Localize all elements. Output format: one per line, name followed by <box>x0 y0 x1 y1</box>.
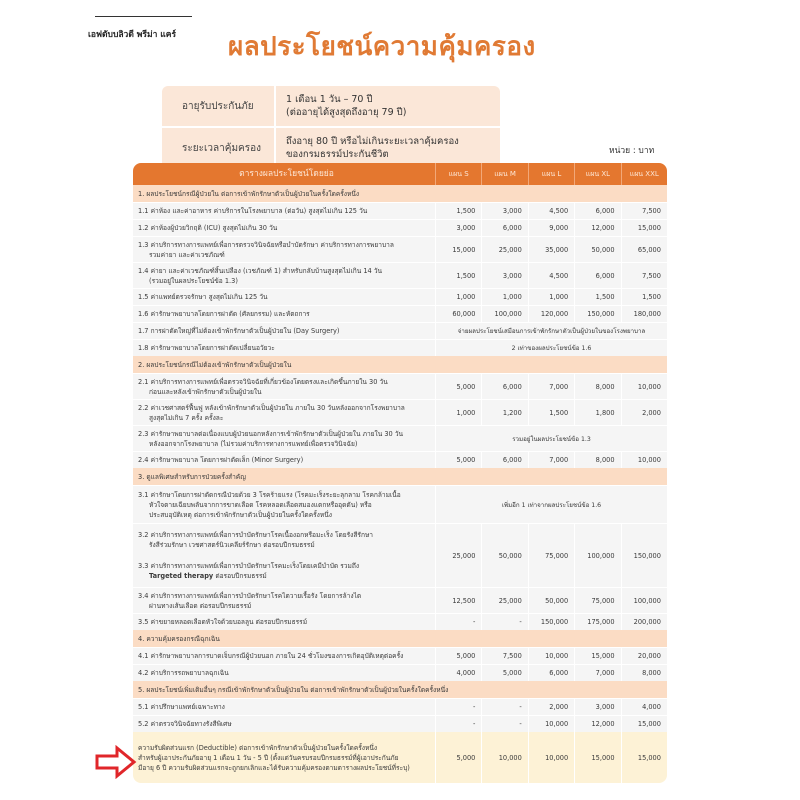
section-title: 3. ดูแลพิเศษสำหรับการป่วยครั้งสำคัญ <box>138 472 246 481</box>
info-value-line: (ต่ออายุได้สูงสุดถึงอายุ 79 ปี) <box>286 107 407 118</box>
section-title: 1. ผลประโยชน์กรณีผู้ป่วยใน ต่อการเข้าพักรักษาตัวเป็นผู้ป่วยในครั้งใดครั้งหนึ่ง <box>138 189 360 198</box>
row-label: 1.5 ค่าแพทย์ตรวจรักษา สูงสุดไม่เกิน 125 วัน <box>138 293 268 301</box>
cell: 6,000 <box>481 452 527 468</box>
row-label-line: 3.1 ค่ารักษาโดยการผ่าตัดกรณีป่วยด้วย 3 โรคร้ายแรง (โรคมะเร็งระยะลุกลาม โรคกล้ามเนื้อ <box>138 490 401 499</box>
cell: 3,000 <box>435 220 481 236</box>
section-row <box>133 185 667 202</box>
unit-label: หน่วย : บาท <box>609 146 655 156</box>
span-cell: 2 เท่าของผลประโยชน์ข้อ 1.6 <box>435 340 667 356</box>
cell: 1,000 <box>528 289 574 305</box>
cell: 1,000 <box>435 289 481 305</box>
cell: 10,000 <box>528 716 574 732</box>
row-label <box>133 374 435 399</box>
info-box <box>162 86 500 168</box>
cell: 4,000 <box>435 665 481 681</box>
cell: 1,500 <box>435 263 481 288</box>
cell: 5,000 <box>435 648 481 664</box>
row-label: 1.8 ค่ารักษาพยาบาลโดยการผ่าตัดเปลี่ยนอวัยวะ <box>138 344 275 352</box>
row-label-line: มีอายุ 6 ปี ความรับผิดส่วนแรกจะถูกยกเลิกและได้รับความคุ้มครองตามตารางผลประโยชน์ที่ระบุ) <box>138 763 410 772</box>
cell: 50,000 <box>574 237 620 262</box>
row-label: 1.2 ค่าห้องผู้ป่วยวิกฤติ (ICU) สูงสุดไม่เกิน 30 วัน <box>138 224 278 232</box>
cell: 12,000 <box>574 220 620 236</box>
cell: 1,000 <box>481 289 527 305</box>
cell: - <box>435 614 481 630</box>
cell: 3,000 <box>481 263 527 288</box>
row-label-3-2 <box>138 530 373 550</box>
row-label-line: 2.1 ค่าบริการทางการแพทย์เพื่อตรวจวินิจฉัยที่เกี่ยวข้องโดยตรงและเกิดขึ้นภายใน 30 วัน <box>138 377 388 386</box>
cell: 7,500 <box>621 203 667 219</box>
section-row <box>133 356 667 373</box>
cell: 6,000 <box>481 220 527 236</box>
cell: 12,500 <box>435 588 481 613</box>
row-label <box>133 263 435 288</box>
info-value-line: ถึงอายุ 80 ปี หรือไม่เกินระยะเวลาคุ้มครอง <box>286 136 459 147</box>
table-row <box>133 587 667 613</box>
table-row <box>133 715 667 732</box>
cell: 4,500 <box>528 203 574 219</box>
cell: 5,000 <box>435 374 481 399</box>
table-row <box>133 451 667 468</box>
row-label-line <box>138 571 359 581</box>
table-row <box>133 322 667 339</box>
row-label <box>133 237 435 262</box>
cell: 100,000 <box>481 306 527 322</box>
cell: 1,500 <box>621 289 667 305</box>
row-label-line: หลังออกจากโรงพยาบาล (ไม่รวมค่าบริการทางการแพทย์เพื่อตรวจวินิจฉัย) <box>149 439 358 448</box>
cell: 20,000 <box>621 648 667 664</box>
table-row <box>133 219 667 236</box>
cell: 5,000 <box>435 452 481 468</box>
cell: 25,000 <box>435 524 481 587</box>
cell: - <box>481 699 527 715</box>
row-label <box>133 524 435 587</box>
cell: - <box>481 614 527 630</box>
table-row <box>133 485 667 523</box>
cell: 150,000 <box>574 306 620 322</box>
row-label-line: 1.3 ค่าบริการทางการแพทย์เพื่อการตรวจวินิจฉัยหรือบำบัดรักษา ค่าบริการทางการพยาบาล <box>138 240 394 249</box>
page-title: ผลประโยชน์ความคุ้มครอง <box>228 32 536 62</box>
table-row <box>133 425 667 451</box>
cell: 3,000 <box>481 203 527 219</box>
cell: 35,000 <box>528 237 574 262</box>
cell: 7,000 <box>574 665 620 681</box>
row-label-line: (รวมอยู่ในผลประโยชน์ข้อ 1.3) <box>149 276 238 285</box>
section-row <box>133 681 667 698</box>
cell: 2,000 <box>528 699 574 715</box>
cell: 1,500 <box>574 289 620 305</box>
section-title: 5. ผลประโยชน์เพิ่มเติมอื่นๆ กรณีเข้าพักรักษาตัวเป็นผู้ป่วยใน ต่อการเข้าพักรักษาตัวเป็นผู้ป่วยในครั้งใดครั้งหนึ่ง <box>138 685 449 694</box>
row-label: 5.1 ค่าปรึกษาแพทย์เฉพาะทาง <box>138 703 225 711</box>
cell: 4,000 <box>621 699 667 715</box>
row-label <box>133 486 435 523</box>
cell: 7,500 <box>481 648 527 664</box>
cell: 10,000 <box>528 732 574 783</box>
cell: 50,000 <box>528 588 574 613</box>
row-label-line: สำหรับผู้เอาประกันภัยอายุ 1 เดือน 1 วัน - 5 ปี (ตั้งแต่วันครบรอบปีกรมธรรม์ที่ผู้เอาประกันภัย <box>138 753 399 762</box>
benefits-table <box>133 163 667 783</box>
row-label-line: 3.3 ค่าบริการทางการแพทย์เพื่อการบำบัดรักษาโรคมะเร็งโดยเคมีบำบัด รวมถึง <box>138 562 360 571</box>
cell: 8,000 <box>621 665 667 681</box>
span-cell: จ่ายผลประโยชน์เสมือนการเข้าพักรักษาตัวเป็นผู้ป่วยในของโรงพยาบาล <box>435 323 667 339</box>
info-row-age <box>162 86 500 126</box>
cell: 60,000 <box>435 306 481 322</box>
brand-divider <box>95 16 192 17</box>
row-label: 1.7 การผ่าตัดใหญ่ที่ไม่ต้องเข้าพักรักษาตัวเป็นผู้ป่วยใน (Day Surgery) <box>138 327 340 335</box>
table-row <box>133 339 667 356</box>
cell: 6,000 <box>528 665 574 681</box>
section-title: 4. ความคุ้มครองกรณีฉุกเฉิน <box>138 634 220 643</box>
table-row <box>133 613 667 630</box>
cell: 6,000 <box>574 203 620 219</box>
cell: 15,000 <box>435 237 481 262</box>
bold-term: Targeted therapy <box>149 572 214 581</box>
table-row <box>133 202 667 219</box>
info-label: ระยะเวลาคุ้มครอง <box>162 128 276 168</box>
cell: 12,000 <box>574 716 620 732</box>
header-cell: ตารางผลประโยชน์โดยย่อ <box>239 169 334 179</box>
header-cell-plan-xl: แผน XL <box>574 163 620 185</box>
section-title: 2. ผลประโยชน์กรณีไม่ต้องเข้าพักรักษาตัวเป็นผู้ป่วยใน <box>138 360 292 369</box>
cell: 8,000 <box>574 452 620 468</box>
cell: 4,500 <box>528 263 574 288</box>
cell: 5,000 <box>481 665 527 681</box>
info-label: อายุรับประกันภัย <box>162 86 276 126</box>
row-label <box>133 426 435 451</box>
header-cell-plan-xxl: แผน XXL <box>621 163 667 185</box>
cell: - <box>435 699 481 715</box>
row-label-line: ก่อนและหลังเข้าพักรักษาตัวเป็นผู้ป่วยใน <box>149 387 262 396</box>
cell: 175,000 <box>574 614 620 630</box>
cell: 75,000 <box>528 524 574 587</box>
info-row-period <box>162 126 500 168</box>
cell: 120,000 <box>528 306 574 322</box>
cell: 25,000 <box>481 588 527 613</box>
row-label: 5.2 ค่าตรวจวินิจฉัยทางรังสีพิเศษ <box>138 720 232 728</box>
header-cell-plan-s: แผน S <box>435 163 481 185</box>
table-row <box>133 523 667 587</box>
cell: 9,000 <box>528 220 574 236</box>
table-row <box>133 236 667 262</box>
cell: 100,000 <box>621 588 667 613</box>
section-row <box>133 630 667 647</box>
cell: 1,000 <box>435 400 481 425</box>
row-label-line: 3.2 ค่าบริการทางการแพทย์เพื่อการบำบัดรักษาโรคเนื้องอกหรือมะเร็ง โดยรังสีรักษา <box>138 530 373 539</box>
row-label-line: 2.2 ค่าเวชศาสตร์ฟื้นฟู หลังเข้าพักรักษาตัวเป็นผู้ป่วยใน ภายใน 30 วันหลังออกจากโรงพยาบาล <box>138 403 405 412</box>
table-row <box>133 399 667 425</box>
section-row <box>133 468 667 485</box>
cell: 7,500 <box>621 263 667 288</box>
row-label: 3.5 ค่าขยายหลอดเลือดหัวใจด้วยบอลลูน ต่อรอบปีกรมธรรม์ <box>138 618 308 626</box>
row-label-line: ผ่านทางเส้นเลือด ต่อรอบปีกรมธรรม์ <box>149 601 252 610</box>
row-label-line: หัวใจตายเฉียบพลันจากการขาดเลือด โรคหลอดเลือดสมองแตกหรืออุดตัน) หรือ <box>149 500 372 509</box>
info-value-line: ของกรมธรรม์ประกันชีวิต <box>286 149 389 160</box>
cell: 25,000 <box>481 237 527 262</box>
info-value <box>276 135 459 161</box>
row-label: 4.1 ค่ารักษาพยาบาลการบาดเจ็บกรณีผู้ป่วยนอก ภายใน 24 ชั่วโมงของการเกิดอุบัติเหตุต่อครั้ง <box>138 652 404 660</box>
cell: - <box>435 716 481 732</box>
cell: 1,200 <box>481 400 527 425</box>
row-label: 1.6 ค่ารักษาพยาบาลโดยการผ่าตัด (ศัลยกรรม) และหัตถการ <box>138 310 310 318</box>
cell: 10,000 <box>621 452 667 468</box>
cell: 10,000 <box>528 648 574 664</box>
right-arrow-icon <box>95 745 137 779</box>
cell: 8,000 <box>574 374 620 399</box>
table-row <box>133 664 667 681</box>
row-label: 1.1 ค่าห้อง และค่าอาหาร ค่าบริการในโรงพยาบาล (ต่อวัน) สูงสุดไม่เกิน 125 วัน <box>138 207 368 215</box>
table-row <box>133 288 667 305</box>
row-label-line: 2.3 ค่ารักษาพยาบาลต่อเนื่องแบบผู้ป่วยนอกหลังการเข้าพักรักษาตัวเป็นผู้ป่วยใน ภายใน 30 วัน <box>138 429 404 438</box>
table-row <box>133 262 667 288</box>
cell: 2,000 <box>621 400 667 425</box>
row-label-line: ประสบอุบัติเหตุ ต่อการเข้าพักรักษาตัวเป็นผู้ป่วยในครั้งใดครั้งหนึ่ง <box>149 510 332 519</box>
span-cell: เพิ่มอีก 1 เท่าจากผลประโยชน์ข้อ 1.6 <box>435 486 667 523</box>
cell: 6,000 <box>574 263 620 288</box>
cell: 10,000 <box>481 732 527 783</box>
cell: - <box>481 716 527 732</box>
table-row <box>133 305 667 322</box>
cell: 65,000 <box>621 237 667 262</box>
row-label-3-3 <box>138 561 359 581</box>
row-label-rest: ต่อรอบปีกรมธรรม์ <box>213 572 267 581</box>
cell: 1,500 <box>528 400 574 425</box>
table-row <box>133 647 667 664</box>
cell: 6,000 <box>481 374 527 399</box>
row-label: 2.4 ค่ารักษาพยาบาล โดยการผ่าตัดเล็ก (Minor Surgery) <box>138 456 304 464</box>
row-label-line: รวมค่ายา และค่าเวชภัณฑ์ <box>149 250 225 259</box>
table-row <box>133 373 667 399</box>
cell: 75,000 <box>574 588 620 613</box>
header-cell-plan-l: แผน L <box>528 163 574 185</box>
brand-name: เอฟดับบลิวดี พรีม่า แคร์ <box>88 30 177 40</box>
cell: 15,000 <box>621 716 667 732</box>
row-label-line: ความรับผิดส่วนแรก (Deductible) ต่อการเข้าพักรักษาตัวเป็นผู้ป่วยในครั้งใดครั้งหนึ่ง <box>138 743 378 752</box>
row-label <box>133 400 435 425</box>
cell: 150,000 <box>528 614 574 630</box>
cell: 10,000 <box>621 374 667 399</box>
cell: 3,000 <box>574 699 620 715</box>
cell: 15,000 <box>621 732 667 783</box>
info-value-line: 1 เดือน 1 วัน – 70 ปี <box>286 94 373 105</box>
info-value <box>276 93 406 119</box>
cell: 100,000 <box>574 524 620 587</box>
table-row <box>133 698 667 715</box>
row-label-line: รังสีร่วมรักษา เวชศาสตร์นิวเคลียร์รักษา ต่อรอบปีกรมธรรม์ <box>149 540 315 549</box>
header-cell-plan-m: แผน M <box>481 163 527 185</box>
cell: 1,800 <box>574 400 620 425</box>
cell: 7,000 <box>528 452 574 468</box>
row-label <box>133 588 435 613</box>
cell: 150,000 <box>621 524 667 587</box>
table-header <box>133 163 667 185</box>
row-label <box>133 732 435 783</box>
cell: 15,000 <box>574 732 620 783</box>
cell: 15,000 <box>574 648 620 664</box>
cell: 7,000 <box>528 374 574 399</box>
cell: 200,000 <box>621 614 667 630</box>
row-label: 4.2 ค่าบริการรถพยาบาลฉุกเฉิน <box>138 669 229 677</box>
row-label-line: 3.4 ค่าบริการทางการแพทย์เพื่อการบำบัดรักษาโรคไตวายเรื้อรัง โดยการล้างไต <box>138 591 362 600</box>
cell: 15,000 <box>621 220 667 236</box>
deductible-row <box>133 732 667 783</box>
cell: 1,500 <box>435 203 481 219</box>
cell: 5,000 <box>435 732 481 783</box>
row-label-line: 1.4 ค่ายา และค่าเวชภัณฑ์สิ้นเปลือง (เวชภัณฑ์ 1) สำหรับกลับบ้านสูงสุดไม่เกิน 14 วัน <box>138 266 383 275</box>
cell: 50,000 <box>481 524 527 587</box>
cell: 180,000 <box>621 306 667 322</box>
span-cell: รวมอยู่ในผลประโยชน์ข้อ 1.3 <box>435 426 667 451</box>
row-label-line: สูงสุดไม่เกิน 7 ครั้ง ครั้งละ <box>149 413 224 422</box>
